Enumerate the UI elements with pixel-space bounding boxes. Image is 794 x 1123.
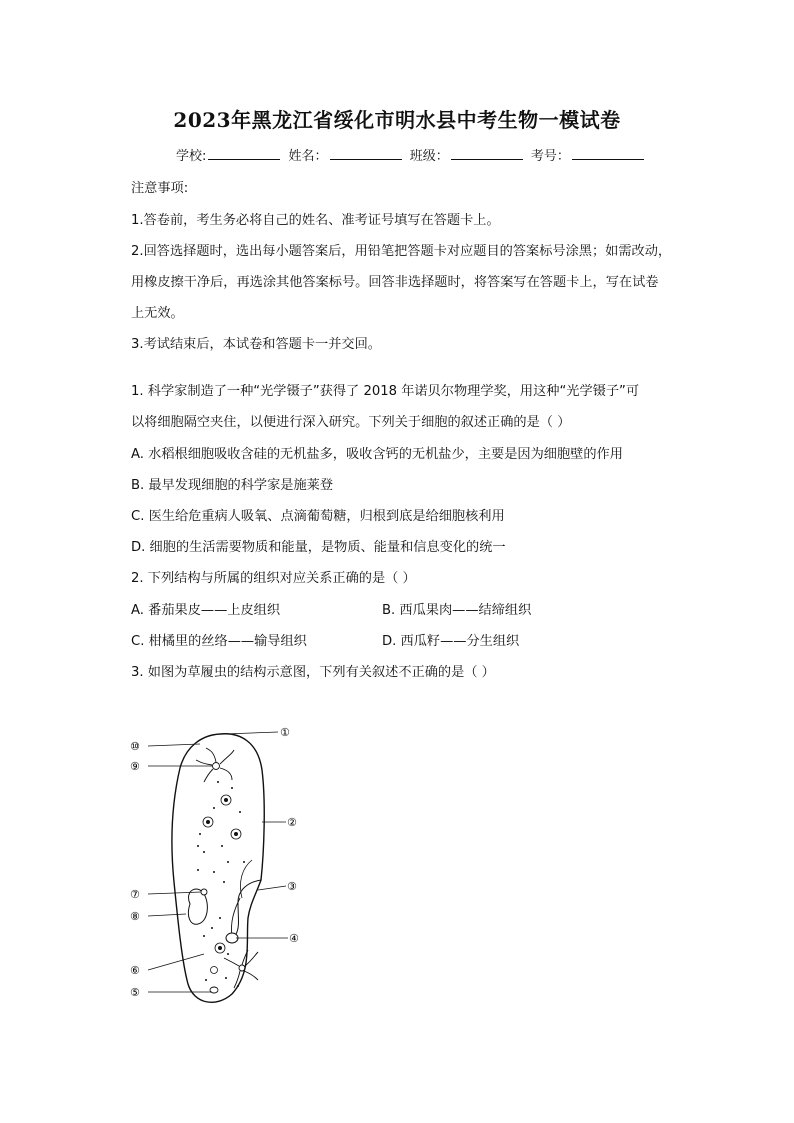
notice-item: 2.回答选择题时，选出每小题答案后，用铅笔把答题卡对应题目的答案标号涂黑；如需改动， <box>131 244 672 259</box>
q2-stem: 2. 下列结构与所属的组织对应关系正确的是（ ） <box>131 571 416 586</box>
granule <box>213 807 215 809</box>
q2-option-b[interactable]: B. 西瓜果肉——结缔组织 <box>382 603 532 618</box>
notice-item: 用橡皮擦干净后，再选涂其他答案标号。回答非选择题时，将答案写在答题卡上，写在试卷 <box>131 275 659 290</box>
label-10: ⑩ <box>130 740 140 753</box>
q1-option-a[interactable]: A. 水稻根细胞吸收含硅的无机盐多，吸收含钙的无机盐少，主要是因为细胞壁的作用 <box>131 447 623 462</box>
q3-stem: 3. 如图为草履虫的结构示意图，下列有关叙述不正确的是（ ） <box>131 665 495 680</box>
name-label: 姓名： <box>288 149 328 164</box>
number-blank[interactable] <box>572 147 644 160</box>
granule <box>239 811 241 813</box>
label-6: ⑥ <box>130 964 140 977</box>
granule <box>225 977 227 979</box>
q2-option-c[interactable]: C. 柑橘里的丝络——输导组织 <box>131 634 307 649</box>
q1-option-d[interactable]: D. 细胞的生活需要物质和能量，是物质、能量和信息变化的统一 <box>131 540 506 555</box>
notice-item: 3.考试结束后，本试卷和答题卡一并交回。 <box>131 337 381 352</box>
label-2: ② <box>287 816 297 829</box>
notice-item: 1.答卷前，考生务必将自己的姓名、准考证号填写在答题卡上。 <box>131 213 500 228</box>
class-label: 班级： <box>409 149 449 164</box>
label-1: ① <box>280 726 290 739</box>
granule <box>203 935 205 937</box>
granule <box>213 871 215 873</box>
q2-option-a[interactable]: A. 番茄果皮——上皮组织 <box>131 603 281 618</box>
granule <box>227 861 229 863</box>
granule <box>221 845 223 847</box>
label-3: ③ <box>287 880 297 893</box>
granule <box>219 917 221 919</box>
granule <box>211 927 213 929</box>
granule <box>231 787 233 789</box>
label-7: ⑦ <box>130 888 140 901</box>
q1-stem-line2: 以将细胞隔空夹住，以便进行深入研究。下列关于细胞的叙述正确的是（ ） <box>131 415 571 430</box>
notice-item: 上无效。 <box>131 306 184 321</box>
student-info-row <box>176 145 648 164</box>
name-blank[interactable] <box>330 147 402 160</box>
class-blank[interactable] <box>451 147 523 160</box>
school-label: 学校: <box>176 149 207 164</box>
page-title: 2023年黑龙江省绥化市明水县中考生物一模试卷 <box>173 108 621 132</box>
granule <box>217 781 219 783</box>
label-9: ⑨ <box>130 760 140 773</box>
q2-option-d[interactable]: D. 西瓜籽——分生组织 <box>382 634 520 649</box>
paramecium-diagram <box>128 722 308 1012</box>
granule <box>227 953 229 955</box>
granule <box>199 833 201 835</box>
granule <box>205 979 207 981</box>
q1-option-b[interactable]: B. 最早发现细胞的科学家是施莱登 <box>131 478 334 493</box>
label-8: ⑧ <box>130 910 140 923</box>
q1-option-c[interactable]: C. 医生给危重病人吸氧、点滴葡萄糖，归根到底是给细胞核利用 <box>131 509 505 524</box>
cell-membrane <box>172 734 264 1003</box>
granule <box>243 861 245 863</box>
label-4: ④ <box>289 932 299 945</box>
q1-stem-line1: 1. 科学家制造了一种“光学镊子”获得了 2018 年诺贝尔物理学奖，用这种“光学镊子”可 <box>131 384 640 399</box>
number-label: 考号： <box>530 149 570 164</box>
granule <box>197 869 199 871</box>
notice-heading: 注意事项: <box>131 181 189 196</box>
label-5: ⑤ <box>130 986 140 999</box>
granule <box>223 881 225 883</box>
granule <box>237 985 239 987</box>
micronucleus <box>201 889 207 895</box>
granule <box>203 851 205 853</box>
granule <box>197 845 199 847</box>
school-blank[interactable] <box>208 147 280 160</box>
